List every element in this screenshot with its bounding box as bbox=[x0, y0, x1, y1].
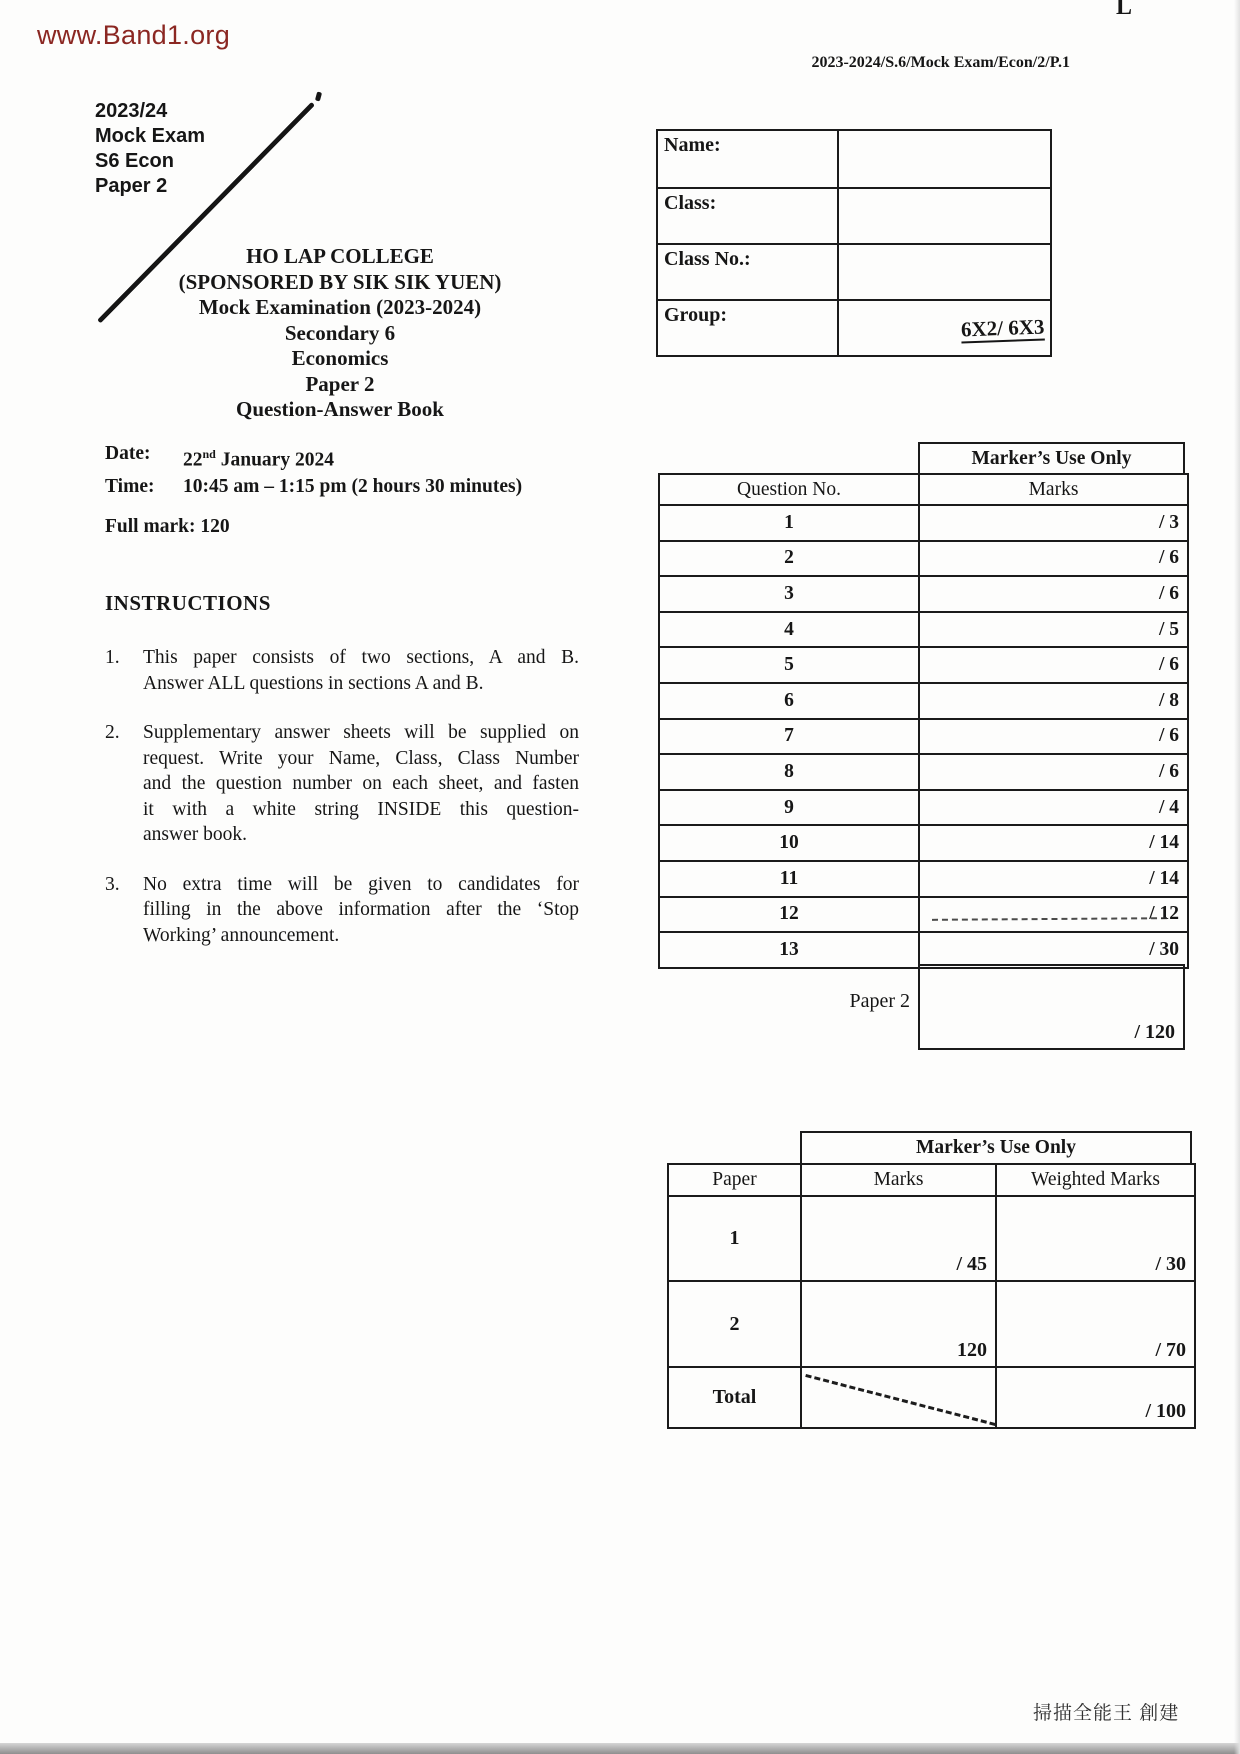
item-line: and the question number on each sheet, and fasten bbox=[143, 773, 579, 794]
exam-paper: Paper 2 bbox=[305, 371, 375, 396]
student-info-table bbox=[656, 129, 1052, 357]
item-line: answer book. bbox=[143, 824, 247, 845]
instruction-item bbox=[105, 720, 579, 848]
question-no: 6 bbox=[660, 682, 920, 718]
class-label: Class: bbox=[658, 187, 839, 243]
stamp-line: S6 Econ bbox=[95, 150, 174, 172]
group-label: Group: bbox=[658, 299, 839, 355]
question-no: 8 bbox=[660, 753, 920, 789]
date-label: Date: bbox=[105, 443, 151, 464]
group-handwritten-value: 6X2/ 6X3 bbox=[960, 314, 1045, 341]
markers-use-only-header: Marker’s Use Only bbox=[800, 1131, 1192, 1165]
stamp-line: Paper 2 bbox=[95, 175, 168, 197]
paper-2-cell: 2 bbox=[669, 1280, 802, 1366]
paper-reference-code: 2023-2024/S.6/Mock Exam/Econ/2/P.1 bbox=[811, 54, 1070, 71]
paper2-total-box bbox=[918, 964, 1185, 1050]
stamp-line: Mock Exam bbox=[95, 125, 206, 147]
full-mark-line: Full mark: 120 bbox=[105, 516, 230, 537]
item-line: Working’ announcement. bbox=[143, 924, 340, 946]
paper-1-weighted: / 30 bbox=[997, 1195, 1194, 1280]
paper2-label: Paper 2 bbox=[849, 990, 910, 1012]
markers-use-only-header: Marker’s Use Only bbox=[918, 442, 1185, 475]
exam-level: Secondary 6 bbox=[284, 320, 396, 345]
book-type: Question-Answer Book bbox=[236, 397, 444, 421]
item-text bbox=[143, 645, 579, 696]
marks-cell: / 3 bbox=[920, 504, 1187, 540]
name-label: Name: bbox=[658, 131, 839, 187]
item-line: This paper consists of two sections, A and B. bbox=[143, 647, 579, 668]
question-no: 5 bbox=[660, 646, 920, 682]
date-row bbox=[105, 441, 522, 474]
question-marks-table bbox=[658, 473, 1189, 969]
stamp-line: 2023/24 bbox=[95, 100, 168, 122]
item-text bbox=[143, 720, 579, 848]
class-field bbox=[839, 187, 1050, 243]
question-no: 7 bbox=[660, 718, 920, 754]
weighted-col-header: Weighted Marks bbox=[1031, 1169, 1160, 1190]
question-no: 3 bbox=[660, 575, 920, 611]
paper2-total-marks: / 120 bbox=[1134, 1021, 1175, 1043]
item-line: it with a white string INSIDE this question- bbox=[143, 798, 579, 820]
marks-cell: / 6 bbox=[920, 540, 1187, 576]
marks-col-header: Marks bbox=[802, 1165, 997, 1195]
time-label: Time: bbox=[105, 475, 155, 497]
question-no: 12 bbox=[660, 896, 920, 932]
total-cell: Total bbox=[669, 1366, 802, 1427]
class-no-field bbox=[839, 243, 1050, 299]
total-marks-crossed bbox=[802, 1366, 997, 1427]
band1-watermark: www.Band1.org bbox=[37, 20, 231, 50]
school-sponsor: (SPONSORED BY SIK SIK YUEN) bbox=[178, 269, 502, 294]
marks-cell: / 30 bbox=[920, 931, 1187, 967]
date-ordinal: nd bbox=[202, 447, 216, 461]
question-no: 2 bbox=[660, 540, 920, 576]
paper-1-cell: 1 bbox=[669, 1195, 802, 1280]
class-no-label: Class No.: bbox=[658, 243, 839, 299]
date-month-year: January 2024 bbox=[215, 449, 334, 471]
diagonal-strike-line bbox=[805, 1374, 996, 1426]
question-no: 11 bbox=[660, 860, 920, 896]
question-no: 1 bbox=[660, 504, 920, 540]
item-text bbox=[143, 872, 579, 949]
paper-col-header: Paper bbox=[669, 1165, 802, 1195]
item-line: filling in the above information after the ‘Stop bbox=[143, 899, 579, 920]
paper-2-weighted: / 70 bbox=[997, 1280, 1194, 1366]
marks-cell: / 5 bbox=[920, 611, 1187, 647]
instructions-list bbox=[105, 645, 579, 972]
exam-name: Mock Examination (2023-2024) bbox=[198, 295, 482, 319]
marks-cell: / 8 bbox=[920, 682, 1187, 718]
title-block bbox=[105, 244, 575, 423]
time-row bbox=[105, 474, 522, 500]
item-number: 2. bbox=[105, 722, 120, 743]
item-line: request. Write your Name, Class, Class Number bbox=[143, 747, 579, 769]
marks-cell: / 14 bbox=[920, 824, 1187, 860]
time-value: 10:45 am – 1:15 pm (2 hours 30 minutes) bbox=[183, 475, 523, 497]
marks-cell: / 4 bbox=[920, 789, 1187, 825]
marks-cell: / 14 bbox=[920, 860, 1187, 896]
question-no: 4 bbox=[660, 611, 920, 647]
instruction-item bbox=[105, 872, 579, 949]
group-field bbox=[839, 299, 1050, 355]
paper-2-marks: 120 bbox=[802, 1280, 997, 1366]
camscanner-credit: 掃描全能王 創建 bbox=[1033, 1703, 1180, 1724]
exam-meta bbox=[105, 441, 522, 500]
instructions-heading: INSTRUCTIONS bbox=[105, 591, 271, 615]
marks-cell: / 6 bbox=[920, 646, 1187, 682]
item-line: Supplementary answer sheets will be supplied on bbox=[143, 722, 579, 743]
marks-cell: / 6 bbox=[920, 718, 1187, 754]
question-no: 13 bbox=[660, 931, 920, 967]
instruction-item bbox=[105, 645, 579, 696]
question-no: 9 bbox=[660, 789, 920, 825]
paper-summary-table bbox=[667, 1163, 1196, 1429]
item-line: Answer ALL questions in sections A and B. bbox=[143, 672, 484, 694]
scan-right-edge bbox=[1234, 0, 1240, 1754]
marks-cell: / 6 bbox=[920, 575, 1187, 611]
marks-cell: / 12 bbox=[920, 896, 1187, 932]
scan-bottom-edge bbox=[0, 1743, 1240, 1754]
scan-corner-mark: L bbox=[1116, 0, 1133, 20]
total-weighted: / 100 bbox=[997, 1366, 1194, 1427]
question-no-header: Question No. bbox=[660, 475, 920, 504]
marks-cell: / 6 bbox=[920, 753, 1187, 789]
date-value bbox=[183, 441, 334, 474]
exam-stamp-block bbox=[95, 99, 205, 199]
item-number: 1. bbox=[105, 647, 120, 668]
pen-dot-mark bbox=[315, 92, 322, 102]
date-day: 22 bbox=[183, 449, 203, 471]
paper-1-marks: / 45 bbox=[802, 1195, 997, 1280]
exam-subject: Economics bbox=[291, 346, 389, 370]
name-field bbox=[839, 131, 1050, 187]
school-name: HO LAP COLLEGE bbox=[246, 244, 434, 268]
question-no: 10 bbox=[660, 824, 920, 860]
item-line: No extra time will be given to candidates for bbox=[143, 873, 579, 895]
marks-header: Marks bbox=[1028, 478, 1079, 500]
item-number: 3. bbox=[105, 873, 120, 895]
